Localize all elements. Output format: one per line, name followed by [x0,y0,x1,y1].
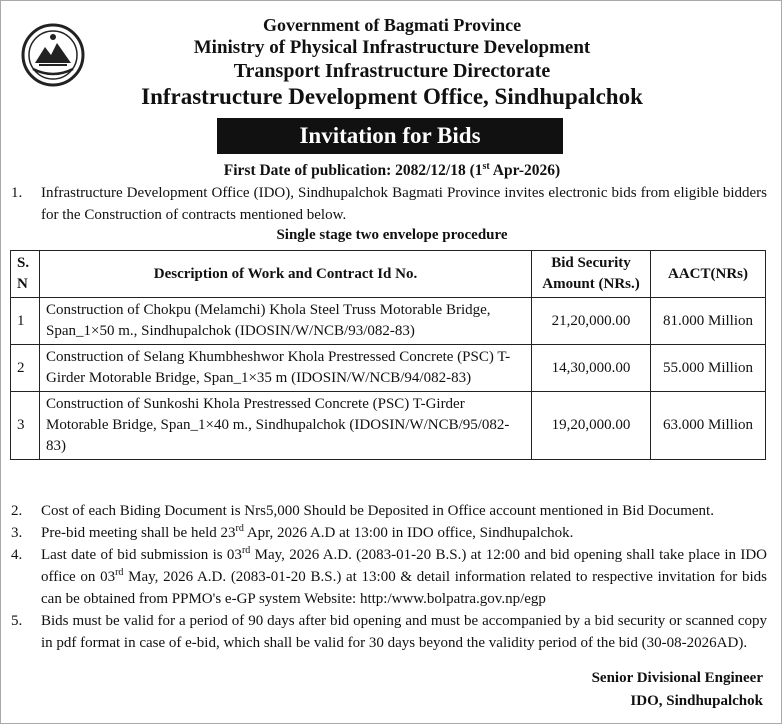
row-bid-security: 19,20,000.00 [532,392,651,460]
procedure-heading: Single stage two envelope procedure [276,227,508,243]
row-aact: 55.000 Million [651,345,766,392]
contracts-table [10,250,766,460]
table-header-row [11,251,766,298]
header-aact: AACT(NRs) [651,251,766,298]
header-description: Description of Work and Contract Id No. [40,251,532,298]
header-ministry: Ministry of Physical Infrastructure Development [193,37,591,58]
row-description: Construction of Chokpu (Melamchi) Khola Steel Truss Motorable Bridge, Span_1×50 m., Sindhupalchok (IDOSIN/W/NCB/93/082-83) [40,298,532,345]
row-description: Construction of Selang Khumbheshwor Khola Prestressed Concrete (PSC) T-Girder Motorable Bridge, Span_1×35 m (IDOSIN/W/NCB/94/082-83) [40,345,532,392]
notice-title: Invitation for Bids [217,118,563,154]
item-bid-validity: 5. Bids must be valid for a period of 90 days after bid opening and must be accompanied by a bid security or scanned copy in pdf format in case of e-bid, which shall be valid for 30 days beyond the validity period of the bid (30-08-2026AD). [11,613,767,651]
header-office: Infrastructure Development Office, Sindhupalchok [141,84,643,109]
table-row [11,392,766,460]
table-row [11,345,766,392]
header-directorate: Transport Infrastructure Directorate [233,60,551,82]
item-document-cost: 2. Cost of each Biding Document is Nrs5,000 Should be Deposited in Office account mentioned in Bid Document. [11,503,714,519]
row-sn: 3 [11,392,40,460]
row-sn: 1 [11,298,40,345]
header-government: Government of Bagmati Province [262,15,522,35]
signer-title: Senior Divisional Engineer [591,670,763,686]
item-prebid-meeting: 3. Pre-bid meeting shall be held 23rd Apr, 2026 A.D at 13:00 in IDO office, Sindhupalchok. [11,523,574,541]
row-bid-security: 21,20,000.00 [532,298,651,345]
row-description: Construction of Sunkoshi Khola Prestressed Concrete (PSC) T-Girder Motorable Bridge, Span_1×40 m., Sindhupalchok (IDOSIN/W/NCB/95/082-83) [40,392,532,460]
row-aact: 63.000 Million [651,392,766,460]
row-bid-security: 14,30,000.00 [532,345,651,392]
row-aact: 81.000 Million [651,298,766,345]
header-sn: S. N [11,251,40,298]
row-sn: 2 [11,345,40,392]
signer-office: IDO, Sindhupalchok [630,693,763,709]
table-row [11,298,766,345]
header-bid-security: Bid Security Amount (NRs.) [532,251,651,298]
item-submission-deadline: 4. Last date of bid submission is 03rd May, 2026 A.D. (2083-01-20 B.S.) at 12:00 and bid opening shall take place in IDO office on 03rd May, 2026 A.D. (2083-01-20 B.S.) at 13:00 & detail information related to respective invitation for bids can be obtained from PPMO's e-GP system Website: http:/www.bolpatra.gov.np/egp [11,545,767,607]
intro-paragraph: 1. Infrastructure Development Office (IDO), Sindhupalchok Bagmati Province invites electronic bids from eligible bidders for the Construction of contracts mentioned below. [11,185,767,223]
publication-date: First Date of publication: 2082/12/18 (1st Apr-2026) [223,161,561,180]
